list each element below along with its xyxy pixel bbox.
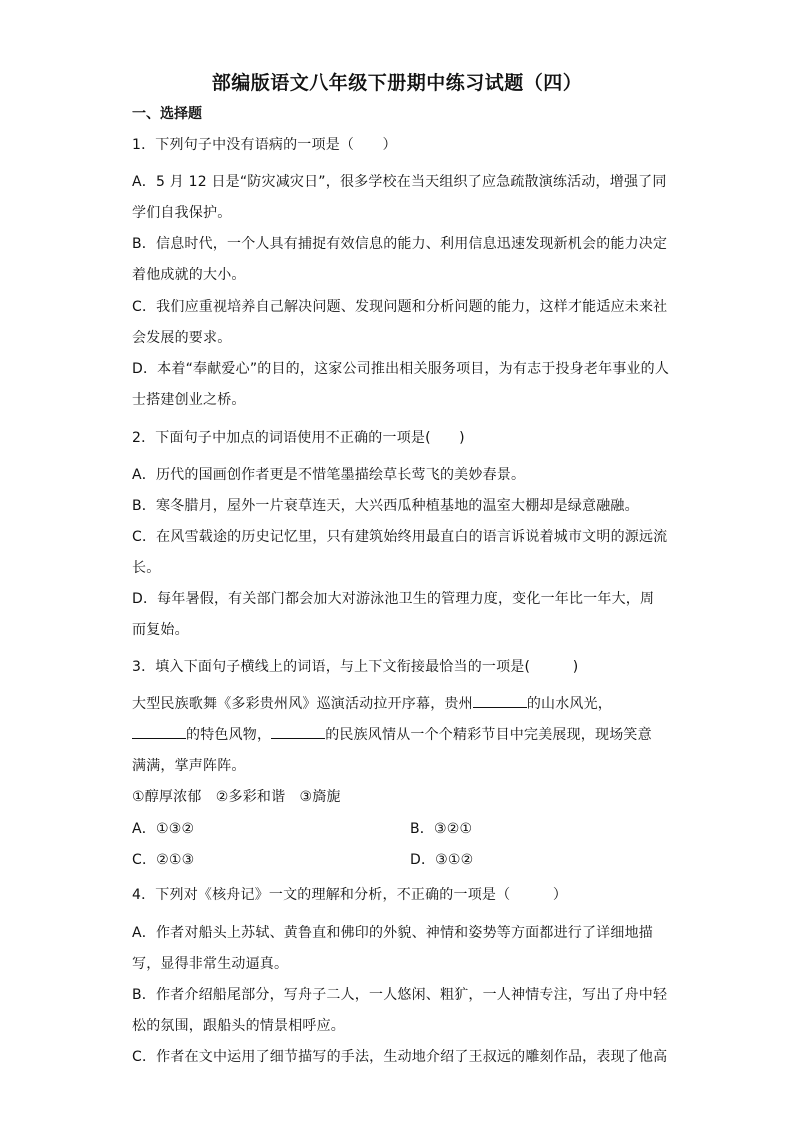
q3-stem: 3．填入下面句子横线上的词语，与上下文衔接最恰当的一项是( )	[132, 659, 579, 675]
q4-option-a-cont: 写，显得非常生动逼真。	[132, 956, 289, 972]
q4-stem: 4．下列对《核舟记》一文的理解和分析，不正确的一项是（ ）	[132, 887, 568, 903]
q1-stem: 1．下列句子中没有语病的一项是（ ）	[132, 137, 397, 153]
q1-option-a-cont: 学们自我保护。	[132, 205, 232, 221]
q1-option-b: B．信息时代，一个人具有捕捉有效信息的能力、利用信息迅速发现新机会的能力决定	[132, 236, 668, 252]
fill-blank-1	[473, 695, 527, 708]
q3-word-choices: ①醇厚浓郁 ②多彩和谐 ③旖旎	[132, 789, 341, 805]
q3-option-c: C．②①③	[132, 852, 195, 868]
q3-option-d: D．③①②	[410, 852, 474, 868]
q2-option-b: B．寒冬腊月，屋外一片衰草连天，大兴西瓜种植基地的温室大棚却是绿意融融。	[132, 498, 639, 514]
q1-option-b-cont: 着他成就的大小。	[132, 267, 246, 283]
q3-passage-line-1	[132, 693, 612, 713]
q4-option-b: B．作者介绍船尾部分，写舟子二人，一人悠闲、粗犷，一人神情专注，写出了舟中轻	[132, 987, 668, 1003]
q2-option-c: C．在风雪载途的历史记忆里，只有建筑始终用最直白的语言诉说着城市文明的源远流	[132, 529, 668, 545]
q3-passage-line-3: 满满，掌声阵阵。	[132, 758, 246, 774]
q1-option-d-cont: 士搭建创业之桥。	[132, 392, 246, 408]
q3-passage-text: 的山水风光，	[526, 696, 613, 712]
q1-option-d: D．本着“奉献爱心”的目的，这家公司推出相关服务项目，为有志于投身老年事业的人	[132, 361, 670, 377]
q2-option-d: D．每年暑假，有关部门都会加大对游泳池卫生的管理力度，变化一年比一年大，周	[132, 591, 655, 607]
fill-blank-2	[132, 726, 186, 739]
q1-option-c: C．我们应重视培养自己解决问题、发现问题和分析问题的能力，这样才能适应未来社	[132, 299, 668, 315]
q3-passage-line-2	[132, 724, 652, 744]
document-title: 部编版语文八年级下册期中练习试题（四）	[211, 72, 583, 94]
q1-option-c-cont: 会发展的要求。	[132, 330, 232, 346]
fill-blank-3	[271, 726, 325, 739]
section-heading: 一、选择题	[132, 106, 202, 122]
q2-option-c-cont: 长。	[132, 560, 161, 576]
q2-option-a: A．历代的国画创作者更是不惜笔墨描绘草长莺飞的美妙春景。	[132, 467, 526, 483]
q3-option-a: A．①③②	[132, 821, 195, 837]
q3-passage-text: 的特色风物，	[186, 727, 272, 743]
q1-option-a: A．5 月 12 日是“防灾减灾日”，很多学校在当天组织了应急疏散演练活动，增强了同	[132, 174, 667, 190]
q2-stem: 2．下面句子中加点的词语使用不正确的一项是( )	[132, 430, 465, 446]
q4-option-b-cont: 松的氛围，跟船头的情景相呼应。	[132, 1018, 345, 1034]
q4-option-a: A．作者对船头上苏轼、黄鲁直和佛印的外貌、神情和姿势等方面都进行了详细地描	[132, 925, 653, 941]
q3-option-b: B．③②①	[410, 821, 473, 837]
q4-option-c: C．作者在文中运用了细节描写的手法，生动地介绍了王叔远的雕刻作品，表现了他高	[132, 1049, 668, 1065]
q3-passage-text: 大型民族歌舞《多彩贵州风》巡演活动拉开序幕，贵州	[132, 696, 473, 712]
q3-passage-text: 的民族风情从一个个精彩节目中完美展现，现场笑意	[325, 727, 652, 743]
q2-option-d-cont: 而复始。	[132, 622, 189, 638]
